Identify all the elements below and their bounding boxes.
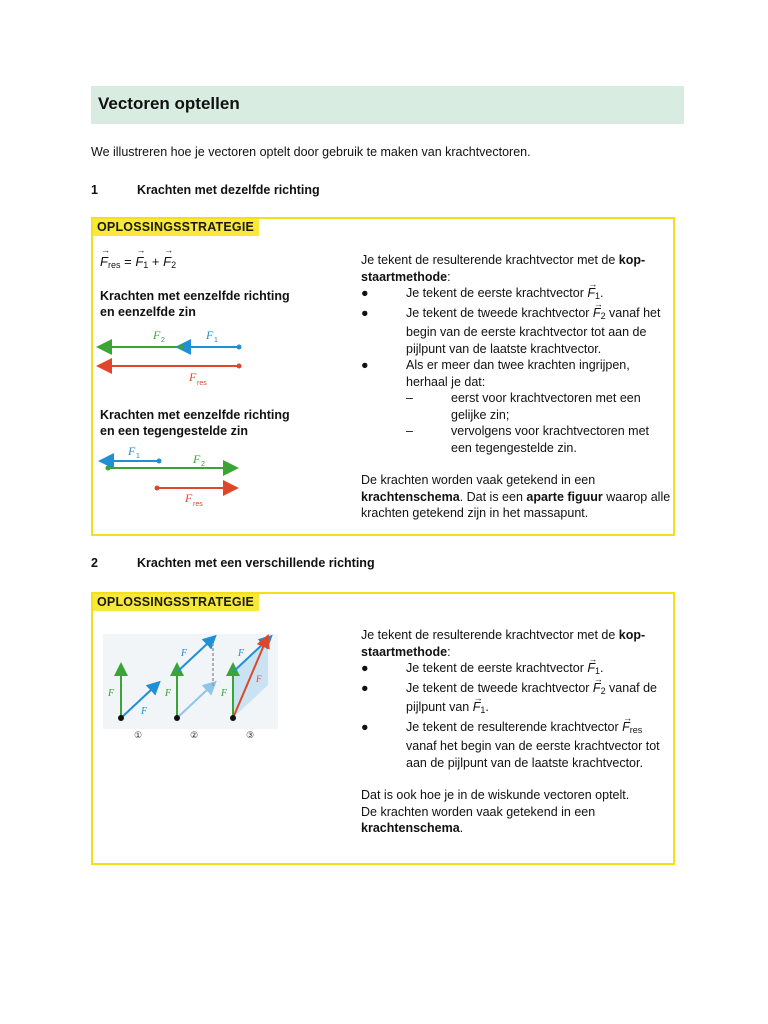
svg-text:res: res xyxy=(193,501,203,508)
svg-text:res: res xyxy=(197,380,207,387)
section-1-number: 1 xyxy=(91,183,98,197)
strategy-box-1 xyxy=(91,217,675,536)
strategy-badge: OPLOSSINGSSTRATEGIE xyxy=(93,594,259,611)
svg-text:F: F xyxy=(128,444,136,458)
svg-text:2: 2 xyxy=(161,337,165,344)
section-2-explanation: Je tekent de resulterende krachtvector met de kop-staartmethode: ● Je tekent de eerste krachtvector → $F_1$. ● Je tekent de tweede krachtvector → $F_2$ vanaf de pijlpunt van → $F_1$. ● Je tekent de resulterende krachtvector → $F_{res}$ vanaf het begin van de eerste krachtvector tot aan de pijlpunt van de laatste krachtvector. Dat is ook hoe je in de wiskunde vectoren optelt. De krachten worden vaak getekend in een krachtenschema. xyxy=(361,627,671,837)
svg-text:F: F xyxy=(256,674,262,684)
svg-text:F: F xyxy=(185,491,193,505)
section-2-number: 2 xyxy=(91,556,98,570)
svg-text:F: F xyxy=(108,688,115,699)
diagram-same-direction xyxy=(93,319,273,394)
svg-text:F: F xyxy=(221,688,228,699)
diagram-different-direction xyxy=(103,634,278,744)
svg-text:F: F xyxy=(206,328,214,342)
svg-text:①: ① xyxy=(134,730,143,740)
section-1-explanation: Je tekent de resulterende krachtvector met de kop-staartmethode: ● Je tekent de eerste krachtvector → $F_1$. ● Je tekent de tweede krachtvector → $F_2$ vanaf het begin van de eerste krachtvector tot aan de pijlpunt van de laatste krachtvector. ● Als er meer dan twee krachten ingrijpen, herhaal je dat: – eerst voor krachtvectoren met een gelijke zin; – vervolgens voor krachtvectoren met een tegengestelde zin. De krachten worden vaak getekend in een krachtenschema. Dat is een aparte figuur waarop alle krachten getekend zijn in het massapunt. xyxy=(361,252,671,522)
svg-text:F: F xyxy=(153,328,161,342)
svg-text:F: F xyxy=(189,370,197,384)
section-1-title: Krachten met dezelfde richting xyxy=(137,183,320,197)
svg-text:2: 2 xyxy=(201,461,205,468)
svg-text:1: 1 xyxy=(214,337,218,344)
svg-text:F: F xyxy=(238,648,245,659)
intro-text: We illustreren hoe je vectoren optelt door gebruik te maken van krachtvectoren. xyxy=(91,145,531,159)
svg-text:1: 1 xyxy=(136,453,140,460)
diagram-opposite-direction xyxy=(93,441,273,511)
case-same-direction: Krachten met eenzelfde richting en eenzelfde zin xyxy=(100,289,290,319)
svg-text:F: F xyxy=(181,648,188,659)
svg-text:③: ③ xyxy=(246,730,255,740)
strategy-badge: OPLOSSINGSSTRATEGIE xyxy=(93,219,259,236)
title-bar xyxy=(91,86,684,124)
strategy-box-2 xyxy=(91,592,675,865)
svg-text:F: F xyxy=(141,706,148,717)
section-2-title: Krachten met een verschillende richting xyxy=(137,556,375,570)
formula: → $F_{res}$ = → $F_1$ + → $F_2$ xyxy=(100,254,176,270)
page-title: Vectoren optellen xyxy=(98,94,240,113)
svg-text:②: ② xyxy=(190,730,199,740)
svg-text:F: F xyxy=(193,452,201,466)
case-opposite-direction: Krachten met eenzelfde richting en een tegengestelde zin xyxy=(100,408,290,438)
svg-text:F: F xyxy=(165,688,172,699)
